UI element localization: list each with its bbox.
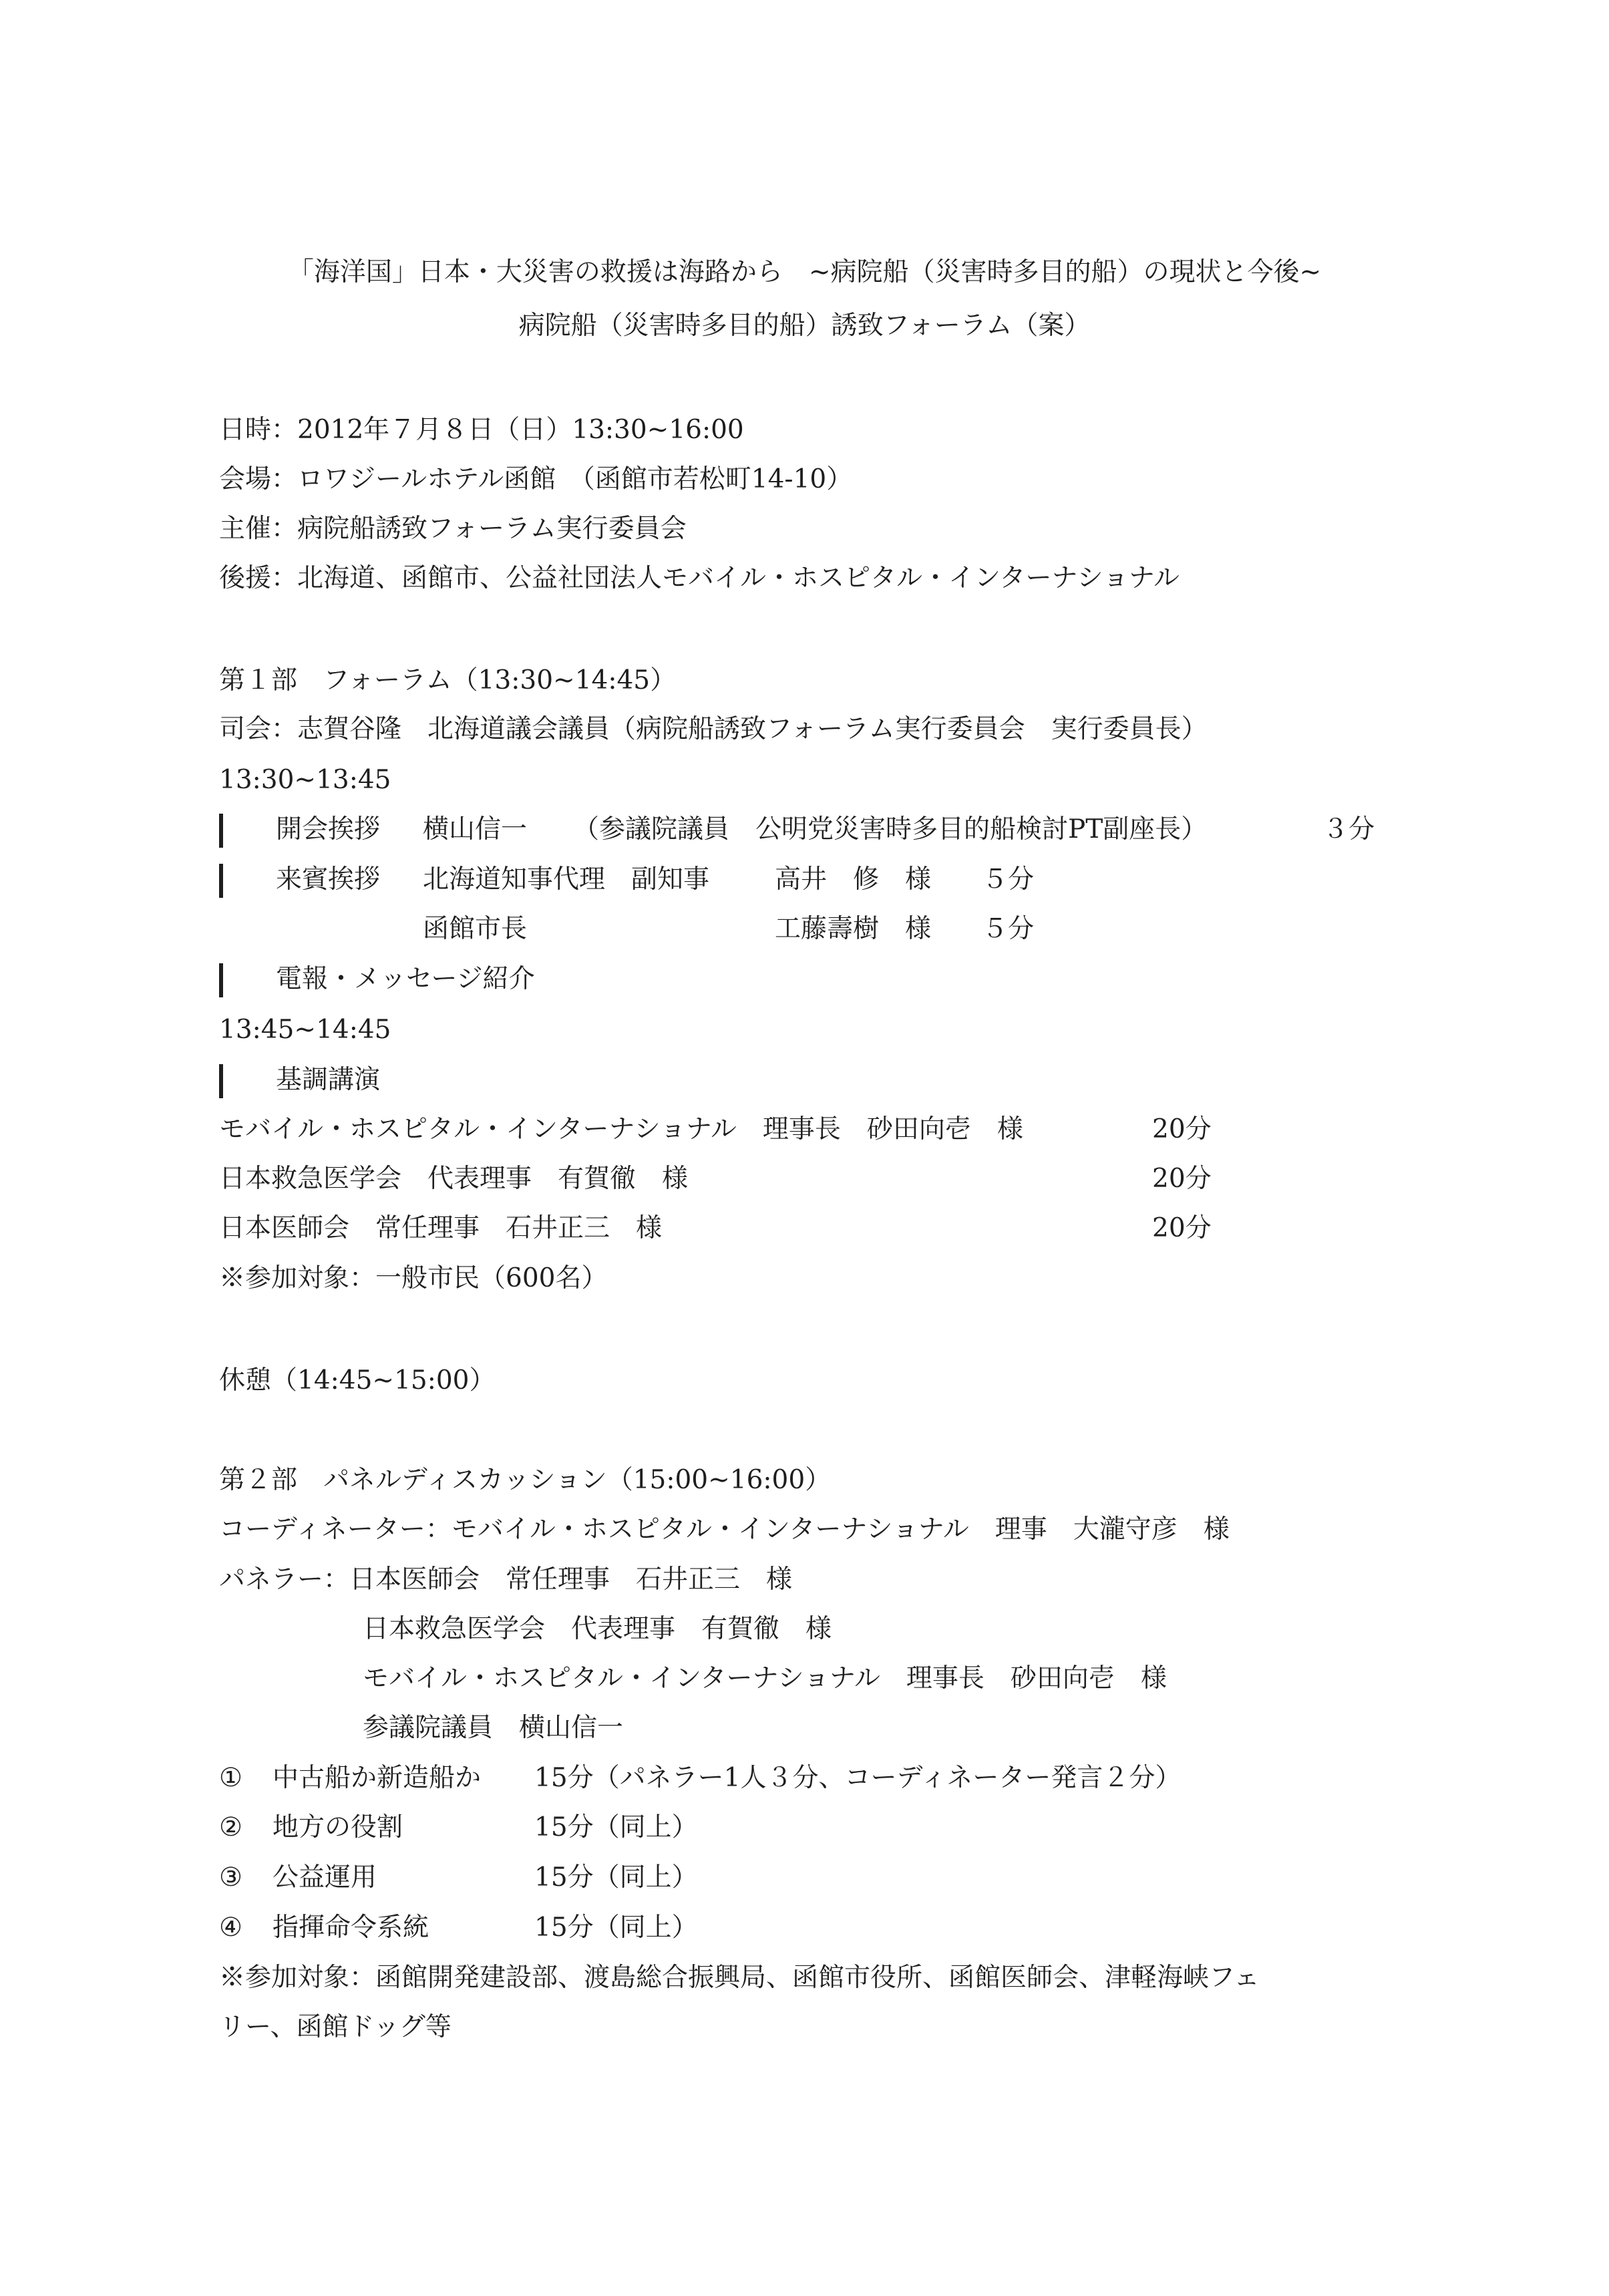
break: 休憩（14:45~15:00）	[219, 1365, 496, 1396]
part1-time-2: 13:45~14:45	[219, 1015, 391, 1045]
guest1-duration: ５分	[982, 864, 1035, 894]
topic-2-num: ②	[219, 1812, 242, 1842]
keynote-row	[219, 1061, 223, 1100]
part1-heading: 第１部 フォーラム（13:30~14:45）	[219, 665, 677, 695]
opening-detail: （参議院議員 公明党災害時多目的船検討PT副座長）	[573, 814, 1208, 844]
info-support: 後援：北海道、函館市、公益社団法人モバイル・ホスピタル・インターナショナル	[219, 563, 1180, 593]
topic-2-label: 地方の役割	[273, 1812, 403, 1842]
panel-3: モバイル・ホスピタル・インターナショナル 理事長 砂田向壱 様	[363, 1663, 1167, 1693]
part2-coordinator: コーディネーター：モバイル・ホスピタル・インターナショナル 理事 大瀧守彦 様	[219, 1514, 1230, 1544]
guest2-name: 工藤壽樹 様	[775, 914, 932, 944]
telegram-label: 電報・メッセージ紹介	[276, 964, 535, 994]
guest2-org: 函館市長	[423, 914, 528, 944]
speaker-1-duration: 20分	[1152, 1114, 1212, 1144]
part2-audience-line-1: ※参加対象：函館開発建設部、渡島総合振興局、函館市役所、函館医師会、津軽海峡フェ	[219, 1963, 1260, 1993]
opening-person: 横山信一	[423, 814, 528, 844]
guest1-org: 北海道知事代理 副知事	[423, 864, 710, 894]
guest2-duration: ５分	[982, 914, 1035, 944]
opening-duration: ３分	[1322, 814, 1375, 844]
speaker-1: モバイル・ホスピタル・インターナショナル 理事長 砂田向壱 様	[219, 1114, 1023, 1144]
topic-4-detail: 15分（同上）	[534, 1913, 698, 1943]
topic-1-label: 中古船か新造船か	[273, 1763, 482, 1793]
topic-1-num: ①	[219, 1763, 242, 1793]
opening-label: 開会挨拶	[276, 814, 381, 844]
checkbox-icon	[219, 1064, 223, 1098]
guest-label: 来賓挨拶	[276, 864, 381, 894]
checkbox-icon	[219, 963, 223, 997]
speaker-2-duration: 20分	[1152, 1164, 1212, 1194]
part2-heading: 第２部 パネルディスカッション（15:00~16:00）	[219, 1465, 832, 1495]
guest-row	[219, 861, 223, 900]
panel-2: 日本救急医学会 代表理事 有賀徹 様	[363, 1614, 832, 1644]
speaker-2: 日本救急医学会 代表理事 有賀徹 様	[219, 1164, 689, 1194]
checkbox-icon	[219, 814, 223, 848]
topic-2-detail: 15分（同上）	[534, 1812, 698, 1842]
keynote-label: 基調講演	[276, 1065, 381, 1095]
topic-4-num: ④	[219, 1913, 242, 1943]
topic-3-label: 公益運用	[273, 1862, 377, 1893]
topic-1-detail: 15分（パネラー1人３分、コーディネーター発言２分）	[534, 1763, 1182, 1793]
part1-audience: ※参加対象：一般市民（600名）	[219, 1263, 608, 1293]
speaker-3-duration: 20分	[1152, 1213, 1212, 1243]
topic-3-detail: 15分（同上）	[534, 1862, 698, 1893]
info-venue: 会場：ロワジールホテル函館 （函館市若松町14-10）	[219, 464, 853, 494]
guest1-name: 高井 修 様	[775, 864, 932, 894]
info-datetime: 日時：2012年７月８日（日）13:30~16:00	[219, 415, 744, 445]
panel-4: 参議院議員 横山信一	[363, 1713, 624, 1743]
opening-row	[219, 811, 223, 850]
telegram-row	[219, 961, 223, 999]
checkbox-icon	[219, 864, 223, 898]
topic-3-num: ③	[219, 1862, 242, 1893]
part2-audience-line-2: リー、函館ドッグ等	[219, 2012, 452, 2042]
panel-1: パネラー：日本医師会 常任理事 石井正三 様	[219, 1565, 793, 1595]
info-organizer: 主催：病院船誘致フォーラム実行委員会	[219, 514, 687, 544]
speaker-3: 日本医師会 常任理事 石井正三 様	[219, 1213, 663, 1243]
document-title: 「海洋国」日本・大災害の救援は海路から ~病院船（災害時多目的船）の現状と今後~	[287, 257, 1322, 287]
topic-4-label: 指揮命令系統	[273, 1913, 429, 1943]
part1-time-1: 13:30~13:45	[219, 765, 391, 795]
document-subtitle: 病院船（災害時多目的船）誘致フォーラム（案）	[518, 311, 1091, 341]
part1-mc: 司会：志賀谷隆 北海道議会議員（病院船誘致フォーラム実行委員会 実行委員長）	[219, 714, 1208, 744]
